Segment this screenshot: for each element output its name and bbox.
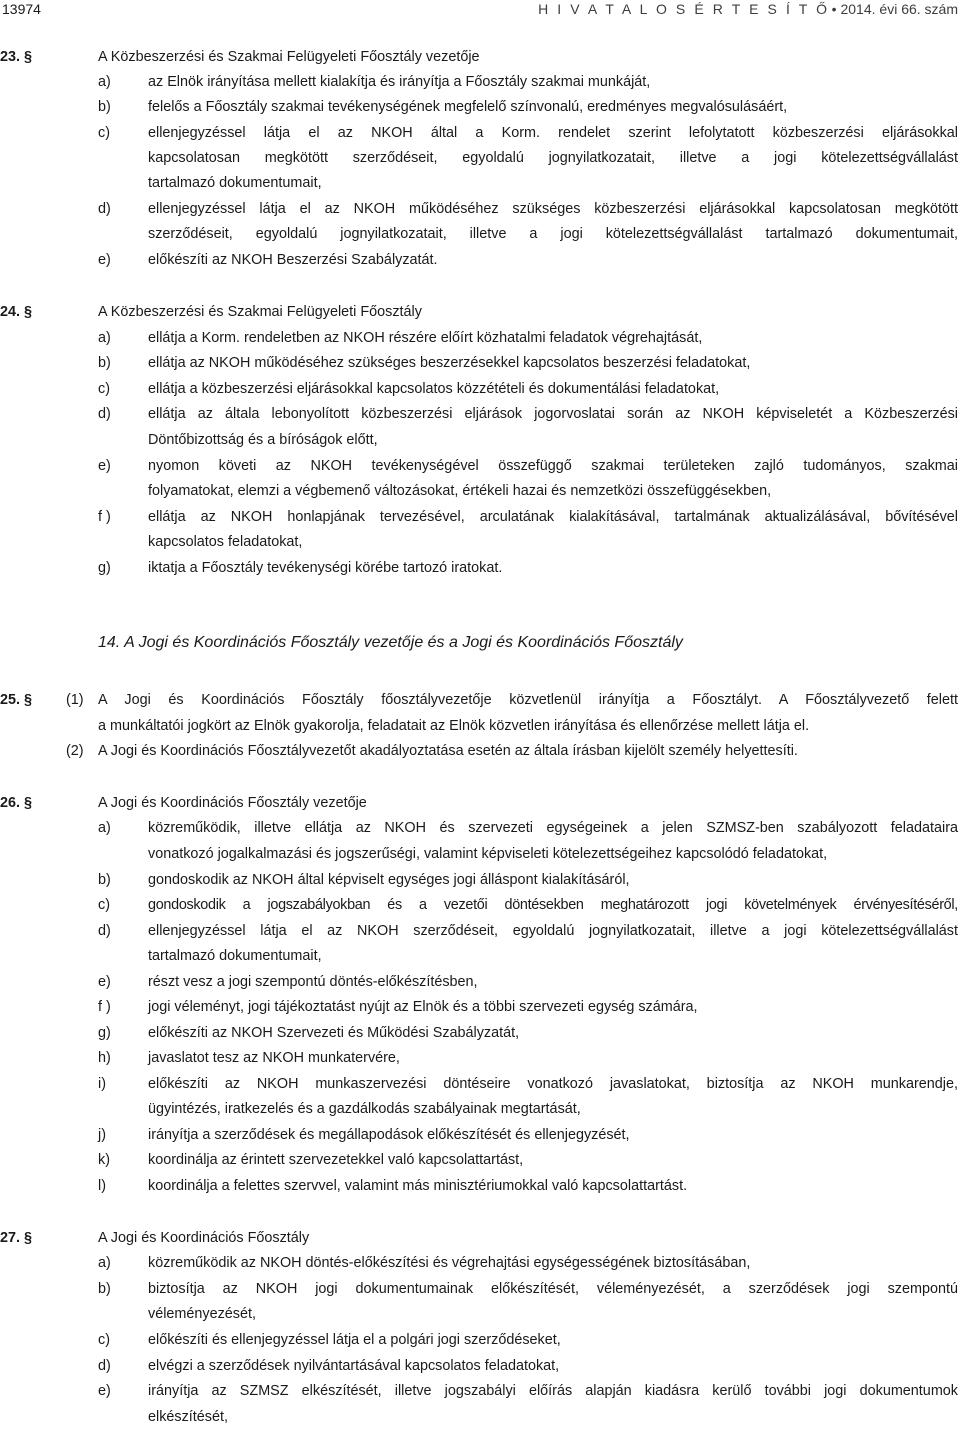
list-marker: c) <box>98 125 110 141</box>
list-text: elvégzi a szerződések nyilvántartásával kapcsolatos feladatokat, <box>148 1358 560 1374</box>
list-text: közreműködik, illetve ellátja az NKOH és szervezeti egységeinek a jelen SZMSZ-ben szabályozott feladataira <box>148 820 958 836</box>
list-marker: c) <box>98 1332 110 1348</box>
chapter-heading: 14. A Jogi és Koordinációs Főosztály vezetője és a Jogi és Koordinációs Főosztály <box>98 634 683 651</box>
section-title: A Közbeszerzési és Szakmai Felügyeleti Főosztály vezetője <box>98 49 480 65</box>
list-text: kapcsolatos feladatokat, <box>148 534 303 550</box>
list-marker: a) <box>98 1255 111 1271</box>
list-text: ellátja a Korm. rendeletben az NKOH részére előírt közhatalmi feladatok végrehajtását, <box>148 330 703 346</box>
section-title: A Jogi és Koordinációs Főosztály vezetője <box>98 795 367 811</box>
list-text: gondoskodik a jogszabályokban és a vezetői döntésekben meghatározott jogi követelmények érvényesítéséről, <box>148 897 958 913</box>
list-text: Döntőbizottság és a bíróságok előtt, <box>148 432 378 448</box>
section-number: 26. § <box>0 795 33 811</box>
list-marker: b) <box>98 355 111 371</box>
list-marker: b) <box>98 872 111 888</box>
page-number: 13974 <box>2 1 41 17</box>
list-marker: a) <box>98 820 111 836</box>
section-number: 24. § <box>0 304 33 320</box>
list-marker: e) <box>98 974 111 990</box>
issue-number: 2014. évi 66. szám <box>840 1 958 17</box>
list-marker: f ) <box>98 999 111 1015</box>
list-marker: c) <box>98 381 110 397</box>
list-text: ellátja az általa lebonyolított közbeszerzési eljárások jogorvoslatai során az NKOH képviseletét a Közbeszerzési <box>148 406 958 422</box>
list-text: az Elnök irányítása mellett kialakítja és irányítja a Főosztály szakmai munkáját, <box>148 74 651 90</box>
bullet-separator: • <box>831 1 837 17</box>
list-text: ügyintézés, iratkezelés és a gazdálkodás szabályainak megtartását, <box>148 1101 581 1117</box>
list-text: biztosítja az NKOH jogi dokumentumainak előkészítését, véleményezését, a szerződések jogi szempontú <box>148 1281 958 1297</box>
list-marker: i) <box>98 1076 106 1092</box>
journal-info <box>538 1 958 17</box>
list-text: gondoskodik az NKOH által képviselt egységes jogi álláspont kialakításáról, <box>148 872 630 888</box>
section-number: 25. § <box>0 692 33 708</box>
list-text: ellenjegyzéssel látja el az NKOH által a Korm. rendelet szerint lefolytatott közbeszerzési eljárásokkal <box>148 125 958 141</box>
section-number: 23. § <box>0 49 33 65</box>
list-marker: j) <box>98 1127 106 1143</box>
paragraph-text: A Jogi és Koordinációs Főosztályvezetőt akadályoztatása esetén az általa írásban kijelölt személy helyettesíti. <box>98 743 798 759</box>
list-text: elkészítését, <box>148 1409 228 1425</box>
list-text: koordinálja az érintett szervezetekkel való kapcsolattartást, <box>148 1152 524 1168</box>
list-text: nyomon követi az NKOH tevékenységével összefüggő szakmai területeken zajló tudományos, szakmai <box>148 458 958 474</box>
list-marker: c) <box>98 897 110 913</box>
journal-title: H I V A T A L O S É R T E S Í T Ő <box>538 1 830 17</box>
list-marker: e) <box>98 1383 111 1399</box>
list-marker: g) <box>98 1025 111 1041</box>
list-text: részt vesz a jogi szempontú döntés-előkészítésben, <box>148 974 478 990</box>
list-marker: d) <box>98 406 111 422</box>
list-marker: l) <box>98 1178 106 1194</box>
paragraph-text: A Jogi és Koordinációs Főosztály főosztályvezetője közvetlenül irányítja a Főosztályt. A Főosztályvezető felett <box>98 692 958 708</box>
list-text: ellátja a közbeszerzési eljárásokkal kapcsolatos közzétételi és dokumentálási feladatokat, <box>148 381 720 397</box>
list-text: ellátja az NKOH működéséhez szükséges beszerzésekkel kapcsolatos beszerzési feladatokat, <box>148 355 751 371</box>
list-marker: g) <box>98 560 111 576</box>
section-title: A Közbeszerzési és Szakmai Felügyeleti Főosztály <box>98 304 422 320</box>
list-marker: a) <box>98 74 111 90</box>
list-marker: d) <box>98 923 111 939</box>
list-text: előkészíti és ellenjegyzéssel látja el a polgári jogi szerződéseket, <box>148 1332 561 1348</box>
list-text: előkészíti az NKOH Beszerzési Szabályzatát. <box>148 252 438 268</box>
list-marker: f ) <box>98 509 111 525</box>
list-text: előkészíti az NKOH Szervezeti és Működési Szabályzatát, <box>148 1025 520 1041</box>
list-text: előkészíti az NKOH munkaszervezési döntéseire vonatkozó javaslatokat, biztosítja az NKOH munkarendje, <box>148 1076 958 1092</box>
list-text: tartalmazó dokumentumait, <box>148 175 322 191</box>
list-text: felelős a Főosztály szakmai tevékenységének megfelelő színvonalú, eredményes megvalósulásáért, <box>148 99 788 115</box>
list-text: véleményezését, <box>148 1306 256 1322</box>
list-text: jogi véleményt, jogi tájékoztatást nyújt az Elnök és a többi szervezeti egység számára, <box>148 999 698 1015</box>
list-marker: a) <box>98 330 111 346</box>
paragraph-marker: (1) <box>66 692 84 708</box>
page-header <box>0 1 960 19</box>
list-marker: h) <box>98 1050 111 1066</box>
list-marker: d) <box>98 201 111 217</box>
list-text: szerződéseit, egyoldalú jognyilatkozatait, illetve a jogi kötelezettségvállalást tartalmazó dokumentumait, <box>148 226 958 242</box>
list-text: folyamatokat, elemzi a végbemenő változásokat, értékeli hazai és nemzetközi összefüggésekben, <box>148 483 772 499</box>
list-marker: d) <box>98 1358 111 1374</box>
paragraph-text: a munkáltatói jogkört az Elnök gyakorolja, feladatait az Elnök közvetlen irányítása és ellenőrzése mellett látja el. <box>98 718 810 734</box>
list-text: vonatkozó jogalkalmazási és jogszerűségi, valamint képviseleti kötelezettségeihez kapcsolódó feladatokat, <box>148 846 828 862</box>
list-text: közreműködik az NKOH döntés-előkészítési és végrehajtási egységességének biztosításában, <box>148 1255 751 1271</box>
paragraph-marker: (2) <box>66 743 84 759</box>
list-text: ellenjegyzéssel látja el az NKOH működéséhez szükséges közbeszerzési eljárásokkal kapcsolatosan megkötött <box>148 201 958 217</box>
list-marker: b) <box>98 99 111 115</box>
list-marker: e) <box>98 458 111 474</box>
list-text: iktatja a Főosztály tevékenységi körébe tartozó iratokat. <box>148 560 503 576</box>
list-marker: b) <box>98 1281 111 1297</box>
section-title: A Jogi és Koordinációs Főosztály <box>98 1230 310 1246</box>
list-text: ellátja az NKOH honlapjának tervezésével, arculatának kialakításával, tartalmának aktualizálásával, bővítésével <box>148 509 958 525</box>
list-text: tartalmazó dokumentumait, <box>148 948 322 964</box>
list-text: ellenjegyzéssel látja el az NKOH szerződéseit, egyoldalú jognyilatkozatait, illetve a jogi kötelezettségvállalást <box>148 923 958 939</box>
list-text: koordinálja a felettes szervvel, valamint más minisztériumokkal való kapcsolattartást. <box>148 1178 688 1194</box>
list-text: irányítja az SZMSZ elkészítését, illetve jogszabályi előírás alapján kiadásra kerülő további jogi dokumentumok <box>148 1383 958 1399</box>
section-number: 27. § <box>0 1230 33 1246</box>
list-text: javaslatot tesz az NKOH munkatervére, <box>148 1050 400 1066</box>
list-text: kapcsolatosan megkötött szerződéseit, egyoldalú jognyilatkozatait, illetve a jogi kötelezettségvállalást <box>148 150 958 166</box>
list-text: irányítja a szerződések és megállapodások előkészítését és ellenjegyzését, <box>148 1127 630 1143</box>
list-marker: k) <box>98 1152 110 1168</box>
list-marker: e) <box>98 252 111 268</box>
